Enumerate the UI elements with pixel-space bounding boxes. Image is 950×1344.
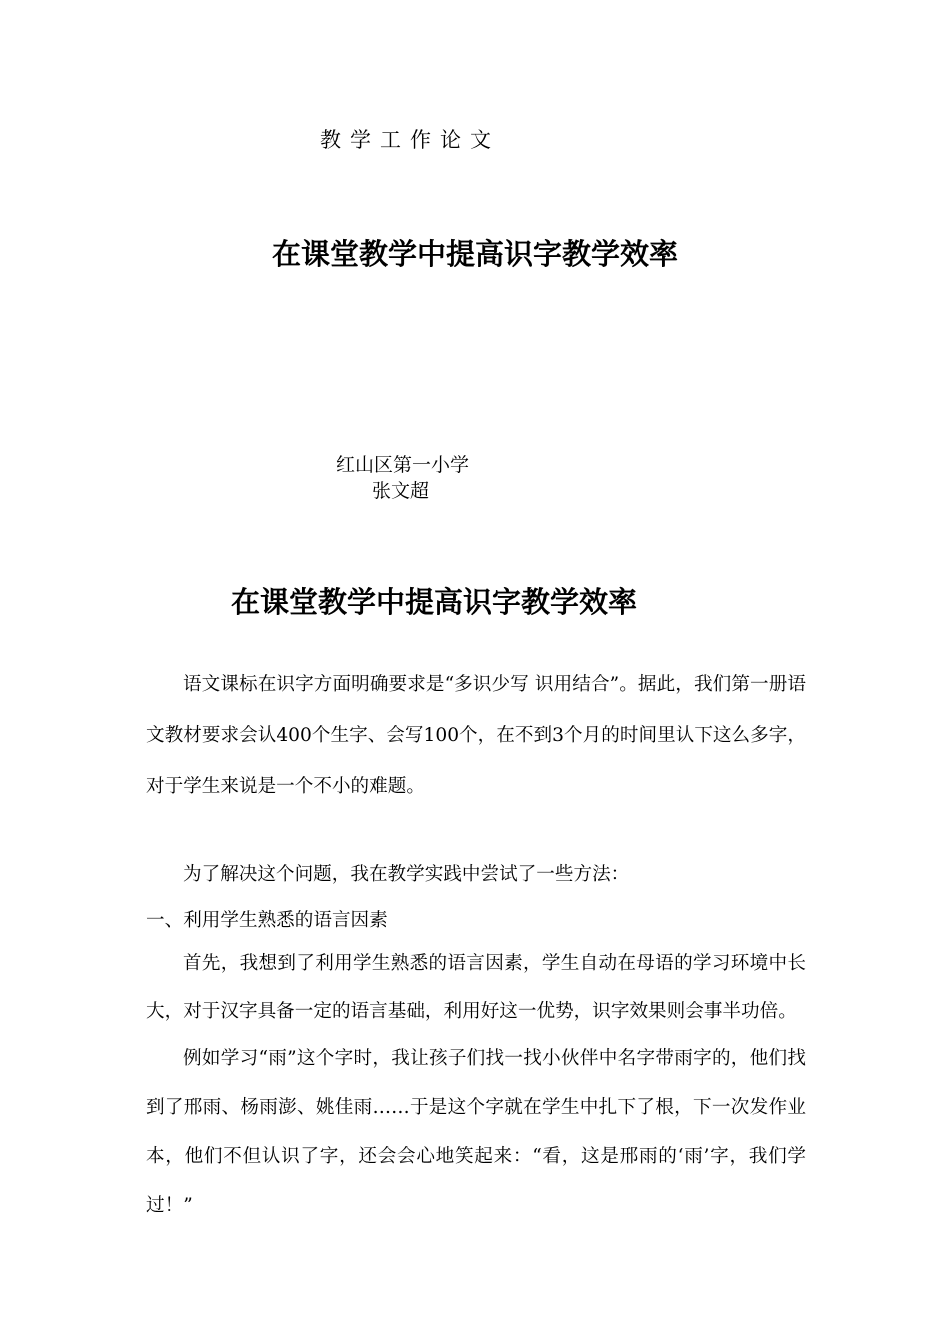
author-name: 张文超 [372,480,430,502]
cover-title: 在课堂教学中提高识字教学效率 [271,237,678,271]
article-title: 在课堂教学中提高识字教学效率 [231,585,638,619]
paragraph-first: 首先，我想到了利用学生熟悉的语言因素，学生自动在母语的学习环境中长大，对于汉字具备一定的语言基础，利用好这一优势，识字效果则会事半功倍。 [146,953,806,1022]
paragraph-example: 例如学习“雨”这个字时，我让孩子们找一找小伙伴中名字带雨字的，他们找到了邢雨、杨雨澎、姚佳雨……于是这个字就在学生中扎下了根，下一次发作业本，他们不但认识了字，还会会心地笑起来：“看，这是邢雨的‘雨’字，我们学过！” [146,1048,806,1216]
paragraph-method-lead: 为了解决这个问题，我在教学实践中尝试了一些方法： [183,864,630,885]
paragraph-intro: 语文课标在识字方面明确要求是“多识少写 识用结合”。据此，我们第一册语文教材要求会认400个生字、会写100个，在不到3个月的时间里认下这么多字，对于学生来说是一个不小的难题。 [146,674,806,797]
school-name: 红山区第一小学 [336,454,470,476]
document-kicker: 教学工作论文 [320,128,500,152]
section-heading-1: 一、利用学生熟悉的语言因素 [146,910,388,931]
